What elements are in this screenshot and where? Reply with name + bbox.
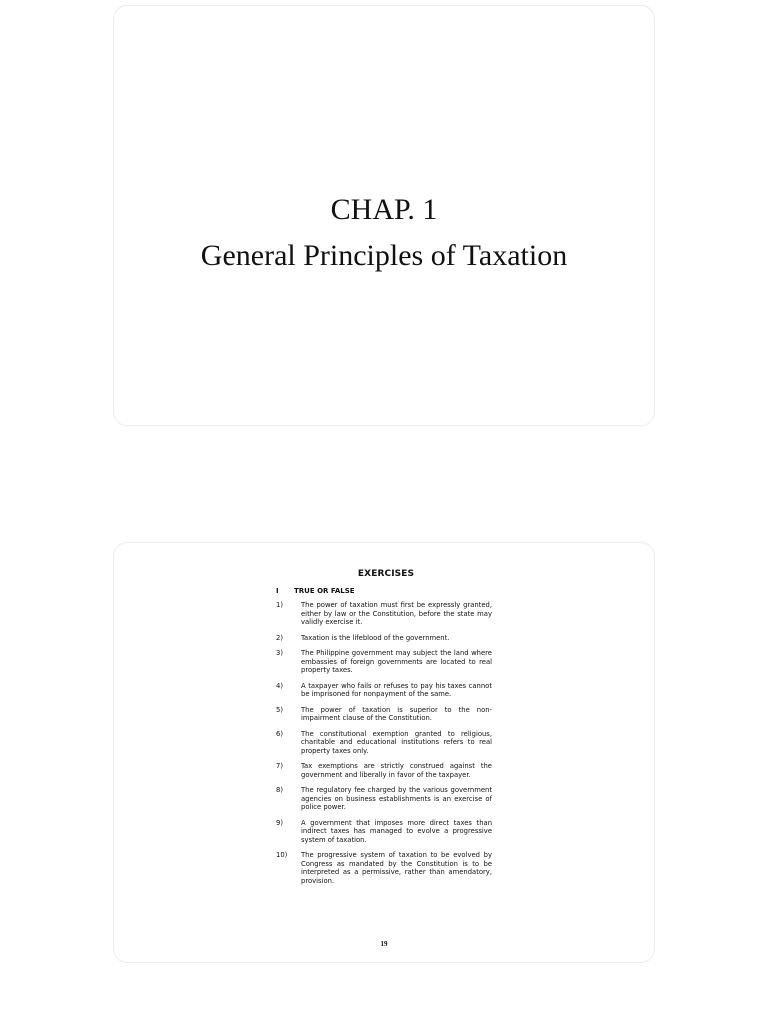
page-number: 19	[380, 940, 388, 948]
item-number: 7)	[276, 762, 283, 771]
item-number: 1)	[276, 601, 283, 609]
item-text: Taxation is the lifeblood of the government.	[301, 633, 450, 642]
item-number: 6)	[276, 729, 283, 738]
item-text: The power of taxation must first be expressly granted, either by law or the Constitution, before the state may validly exercise it.	[301, 601, 492, 627]
item-number: 5)	[276, 705, 283, 714]
exercises-heading: EXERCISES	[357, 569, 415, 579]
item-number: 8)	[276, 786, 283, 795]
list-item	[276, 786, 492, 812]
list-item	[276, 819, 492, 845]
section-header	[276, 587, 492, 595]
item-text: The Philippine government may subject the land where embassies of foreign governments are located to real property taxes.	[301, 648, 492, 675]
section-number: I	[276, 587, 279, 595]
list-item	[276, 730, 492, 756]
list-item	[276, 706, 492, 723]
item-text: A government that imposes more direct taxes than indirect taxes has managed to evolve a progressive system of taxation.	[301, 818, 492, 844]
list-item	[276, 682, 492, 699]
list-item	[276, 851, 492, 885]
list-item	[276, 762, 492, 779]
item-text: Tax exemptions are strictly construed against the government and liberally in favor of the taxpayer.	[301, 762, 492, 779]
item-number: 9)	[276, 818, 283, 827]
item-number: 10)	[276, 851, 288, 860]
section-title: TRUE OR FALSE	[294, 587, 355, 595]
exercise-list	[276, 601, 492, 886]
item-text: The regulatory fee charged by the various government agencies on business establishments is an exercise of police power.	[301, 786, 492, 812]
list-item	[276, 634, 492, 643]
item-text: A taxpayer who fails or refuses to pay his taxes cannot be imprisoned for nonpayment of the same.	[301, 681, 492, 699]
list-item	[276, 601, 492, 627]
item-number: 3)	[276, 648, 283, 657]
item-number: 4)	[276, 681, 283, 690]
item-text: The progressive system of taxation to be evolved by Congress as mandated by the Constitution is to be interpreted as a permissive, rather than amendatory, provision.	[301, 851, 492, 886]
item-text: The constitutional exemption granted to religious, charitable and educational institutions refers to real property taxes only.	[301, 729, 492, 755]
slide-title-page	[113, 5, 655, 426]
item-text: The power of taxation is superior to the non-impairment clause of the Constitution.	[301, 705, 492, 723]
exercises-block	[276, 569, 492, 902]
chapter-label: CHAP. 1	[330, 193, 438, 226]
chapter-title: General Principles of Taxation	[200, 239, 568, 272]
list-item	[276, 649, 492, 675]
slide-exercises-page	[113, 542, 655, 963]
item-number: 2)	[276, 633, 283, 642]
